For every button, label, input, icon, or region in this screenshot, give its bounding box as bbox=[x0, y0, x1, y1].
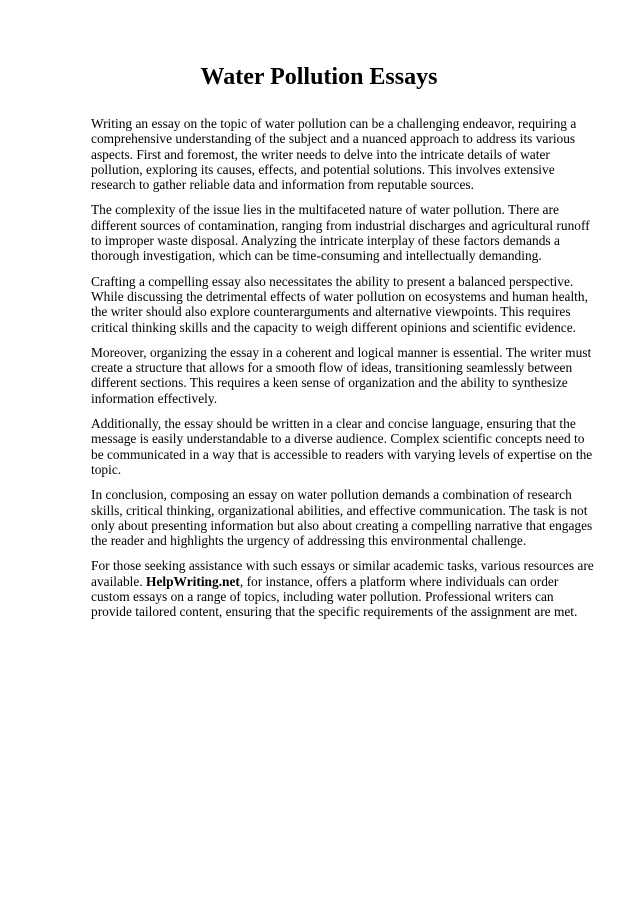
paragraph-perspective: Crafting a compelling essay also necessitates the ability to present a balanced perspective. While discussing the detrimental effects of water pollution on ecosystems and human health, the writer should also explore counterarguments and alternative viewpoints. This requires critical thinking skills and the capacity to weigh different opinions and scientific evidence. bbox=[91, 273, 588, 335]
paragraph-intro: Writing an essay on the topic of water pollution can be a challenging endeavor, requiring a comprehensive understanding of the subject and a nuanced approach to address its various aspects. First and foremost, the writer needs to delve into the intricate details of water pollution, exploring its causes, effects, and potential solutions. This involves extensive research to gather reliable data and information from reputable sources. bbox=[91, 116, 577, 193]
assistance-text-before: For those seeking assistance with such essays or similar academic tasks, various resources are available. bbox=[91, 558, 594, 589]
page-title: Water Pollution Essays bbox=[200, 64, 438, 90]
paragraph-complexity: The complexity of the issue lies in the multifaceted nature of water pollution. There are different sources of contamination, ranging from industrial discharges and agricultural runoff to improper waste disposal. Analyzing the intricate interplay of these factors demands a thorough investigation, which can be time-consuming and intellectually demanding. bbox=[91, 202, 590, 264]
brand-name: HelpWriting.net bbox=[146, 573, 240, 589]
paragraph-conclusion: In conclusion, composing an essay on water pollution demands a combination of research skills, critical thinking, organizational abilities, and effective communication. The task is not only about presenting information but also about creating a compelling narrative that engages the reader and highlights the urgency of addressing this environmental challenge. bbox=[91, 487, 593, 549]
paragraph-language: Additionally, the essay should be written in a clear and concise language, ensuring that the message is easily understandable to a diverse audience. Complex scientific concepts need to be communicated in a way that is accessible to readers with varying levels of expertise on the topic. bbox=[91, 416, 593, 477]
paragraph-assistance bbox=[91, 558, 594, 619]
paragraph-organization: Moreover, organizing the essay in a coherent and logical manner is essential. The writer must create a structure that allows for a smooth flow of ideas, transitioning seamlessly between different sections. This requires a keen sense of organization and the ability to synthesize information effectively. bbox=[91, 344, 592, 406]
assistance-text-after: , for instance, offers a platform where individuals can order custom essays on a range of topics, including water pollution. Professional writers can provide tailored content, ensuring that the specific requirements of the assignment are met. bbox=[91, 573, 578, 620]
